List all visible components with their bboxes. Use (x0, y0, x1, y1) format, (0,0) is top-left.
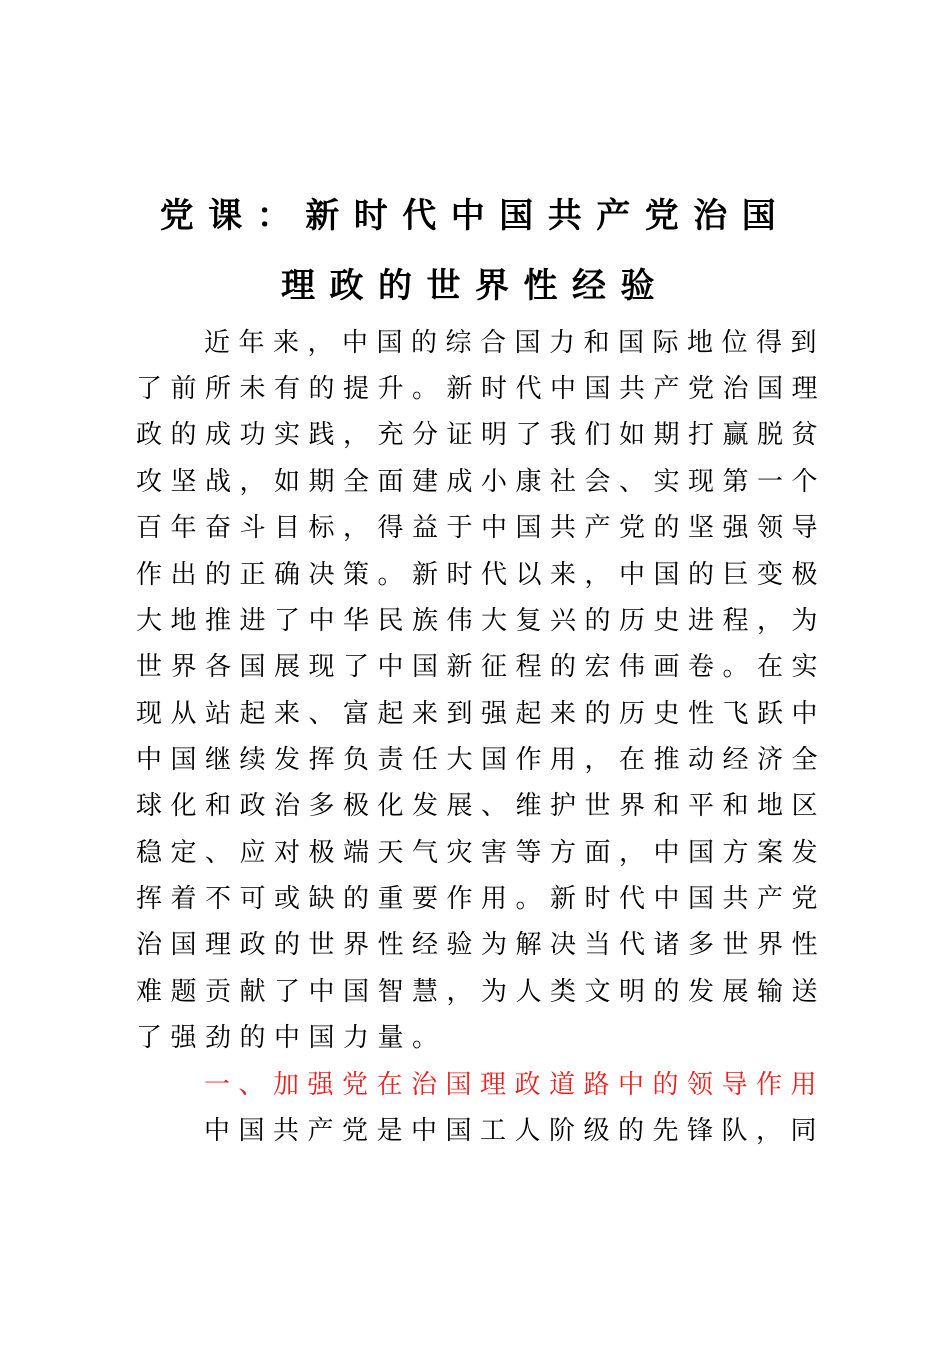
section-1-heading: 一、加强党在治国理政道路中的领导作用 (204, 1070, 826, 1100)
paragraph-1-line-9: 现从站起来、富起来到强起来的历史性飞跃中 (136, 699, 827, 729)
paragraph-1-line-11: 球化和政治多极化发展、维护世界和平和地区 (136, 791, 827, 821)
paragraph-1-line-6: 作出的正确决策。新时代以来，中国的巨变极 (136, 560, 827, 590)
document-title-line-1: 党课：新时代中国共产党治国 (159, 196, 791, 236)
paragraph-1-line-13: 挥着不可或缺的重要作用。新时代中国共产党 (136, 884, 827, 914)
paragraph-1-line-5: 百年奋斗目标，得益于中国共产党的坚强领导 (136, 513, 827, 543)
paragraph-1-line-7: 大地推进了中华民族伟大复兴的历史进程，为 (136, 606, 827, 636)
paragraph-1-line-1: 近年来，中国的综合国力和国际地位得到 (204, 328, 826, 358)
paragraph-1-line-2: 了前所未有的提升。新时代中国共产党治国理 (136, 374, 827, 404)
paragraph-1-line-16: 了强劲的中国力量。 (136, 1023, 447, 1053)
paragraph-1-line-8: 世界各国展现了中国新征程的宏伟画卷。在实 (136, 652, 827, 682)
paragraph-1-line-10: 中国继续发挥负责任大国作用，在推动经济全 (136, 745, 827, 775)
document-title-line-2: 理政的世界性经验 (281, 266, 669, 306)
paragraph-2-line-1: 中国共产党是中国工人阶级的先锋队，同 (204, 1116, 826, 1146)
paragraph-1-line-4: 攻坚战，如期全面建成小康社会、实现第一个 (136, 467, 827, 497)
paragraph-1-line-3: 政的成功实践，充分证明了我们如期打赢脱贫 (136, 420, 827, 450)
paragraph-1-line-14: 治国理政的世界性经验为解决当代诸多世界性 (136, 930, 827, 960)
paragraph-1-line-15: 难题贡献了中国智慧，为人类文明的发展输送 (136, 977, 827, 1007)
paragraph-1-line-12: 稳定、应对极端天气灾害等方面，中国方案发 (136, 838, 827, 868)
